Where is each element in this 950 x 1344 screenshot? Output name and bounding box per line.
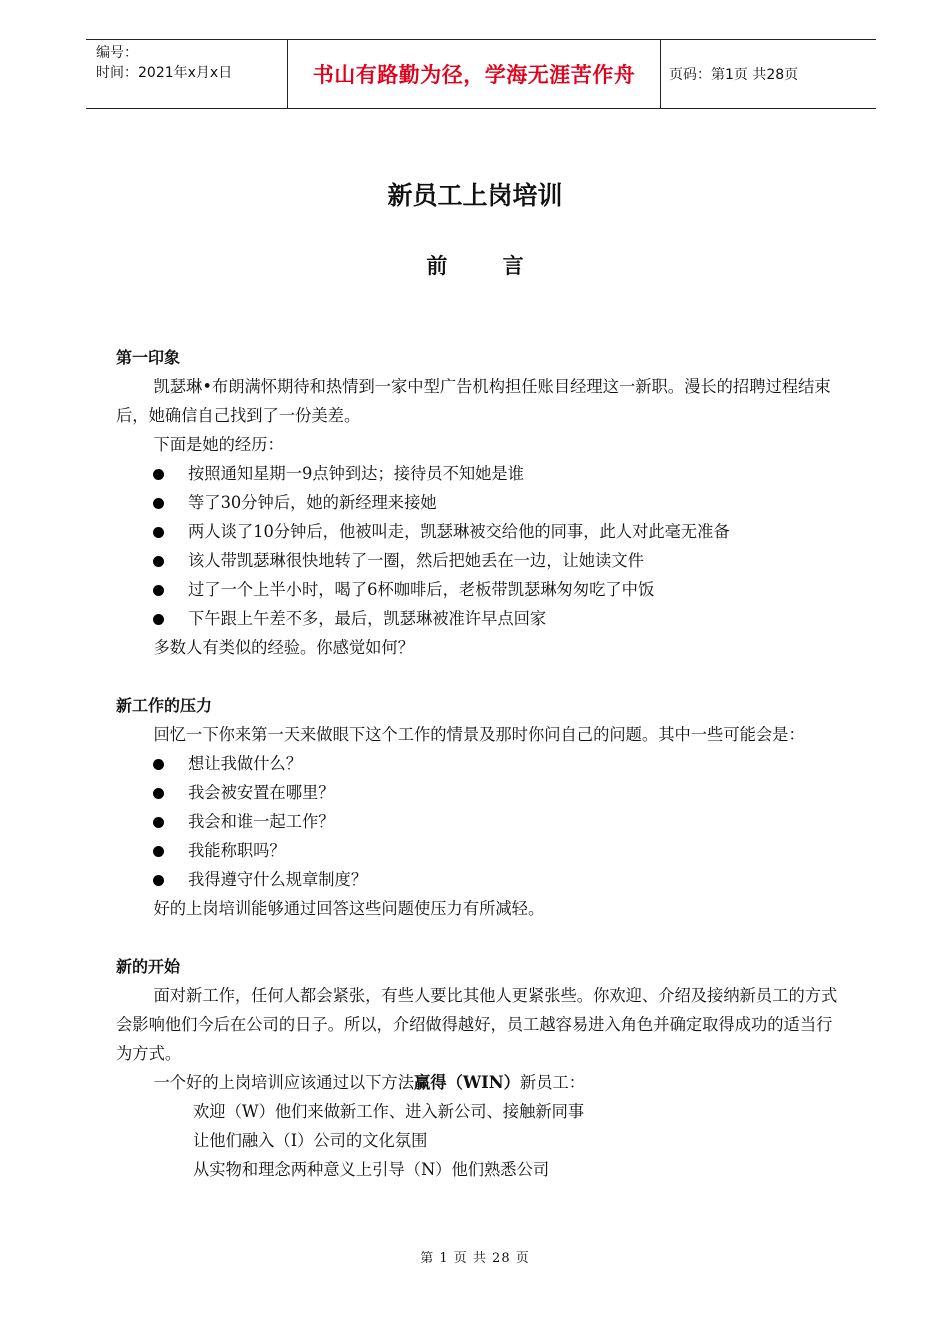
bullet-icon — [153, 817, 164, 828]
paragraph: 下面是她的经历： — [153, 435, 284, 454]
list-item-text: 过了一个上半小时，喝了6杯咖啡后，老板带凯瑟琳匆匆吃了中饭 — [188, 580, 655, 599]
header-meta — [86, 40, 287, 108]
bullet-icon — [153, 469, 164, 480]
header-date: 时间：2021年x月x日 — [96, 65, 233, 81]
paragraph: 好的上岗培训能够通过回答这些问题使压力有所减轻。 — [153, 899, 545, 918]
list-item — [116, 836, 846, 865]
list-item-text: 我得遵守什么规章制度？ — [188, 870, 368, 889]
win-line: 欢迎（W）他们来做新工作、进入新公司、接触新同事 — [193, 1102, 585, 1121]
list-item — [116, 517, 846, 546]
win-emphasis: 赢得（WIN） — [414, 1073, 520, 1092]
paragraph: 面对新工作，任何人都会紧张，有些人要比其他人更紧张些。你欢迎、介绍及接纳新员工的方式会影响他们今后在公司的日子。所以，介绍做得越好，员工越容易进入角色并确定取得成功的适当行为方式。 — [116, 986, 838, 1063]
list-item-text: 按照通知星期一9点钟到达；接待员不知她是谁 — [188, 464, 524, 483]
paragraph-text: 一个好的上岗培训应该通过以下方法 — [153, 1073, 414, 1092]
list-item — [116, 778, 846, 807]
list-item — [116, 865, 846, 894]
list-item — [116, 604, 846, 633]
section-heading: 第一印象 — [116, 348, 181, 367]
bullet-icon — [153, 875, 164, 886]
paragraph: 多数人有类似的经验。你感觉如何？ — [153, 638, 414, 657]
bullet-list — [116, 749, 846, 894]
bullet-icon — [153, 556, 164, 567]
list-item — [116, 459, 846, 488]
paragraph — [116, 1068, 846, 1097]
document-body — [116, 343, 846, 1184]
document-title: 新员工上岗培训 — [387, 181, 563, 210]
bullet-icon — [153, 614, 164, 625]
header-motto: 书山有路勤为径，学海无涯苦作舟 — [287, 40, 661, 108]
bullet-icon — [153, 759, 164, 770]
bullet-icon — [153, 846, 164, 857]
header-number: 编号： — [96, 45, 138, 61]
bullet-icon — [153, 527, 164, 538]
paragraph-text: 新员工： — [519, 1073, 586, 1092]
list-item — [116, 546, 846, 575]
list-item-text: 两人谈了10分钟后，他被叫走，凯瑟琳被交给他的同事，此人对此毫无准备 — [188, 522, 730, 541]
header-page-info: 页码：第1页 共28页 — [669, 67, 799, 83]
page-header — [86, 39, 876, 109]
section-heading: 新工作的压力 — [116, 696, 213, 715]
list-item-text: 我会被安置在哪里？ — [188, 783, 335, 802]
paragraph: 回忆一下你来第一天来做眼下这个工作的情景及那时你问自己的问题。其中一些可能会是： — [153, 725, 805, 744]
list-item-text: 想让我做什么？ — [188, 754, 302, 773]
list-item-text: 我能称职吗？ — [188, 841, 286, 860]
bullet-icon — [153, 788, 164, 799]
bullet-list — [116, 459, 846, 633]
list-item — [116, 749, 846, 778]
page-footer: 第 1 页 共 28 页 — [420, 1251, 530, 1266]
bullet-icon — [153, 585, 164, 596]
list-item-text: 该人带凯瑟琳很快地转了一圈，然后把她丢在一边，让她读文件 — [188, 551, 644, 570]
list-item-text: 下午跟上午差不多，最后，凯瑟琳被准许早点回家 — [188, 609, 547, 628]
document-subtitle: 前 言 — [426, 254, 548, 278]
section-heading: 新的开始 — [116, 957, 181, 976]
list-item — [116, 488, 846, 517]
bullet-icon — [153, 498, 164, 509]
list-item-text: 我会和谁一起工作？ — [188, 812, 335, 831]
win-line: 让他们融入（I）公司的文化氛围 — [193, 1131, 428, 1150]
list-item-text: 等了30分钟后，她的新经理来接她 — [188, 493, 437, 512]
win-line: 从实物和理念两种意义上引导（N）他们熟悉公司 — [193, 1160, 550, 1179]
list-item — [116, 575, 846, 604]
paragraph: 凯瑟琳•布朗满怀期待和热情到一家中型广告机构担任账目经理这一新职。漫长的招聘过程结束后，她确信自己找到了一份美差。 — [116, 377, 831, 425]
list-item — [116, 807, 846, 836]
